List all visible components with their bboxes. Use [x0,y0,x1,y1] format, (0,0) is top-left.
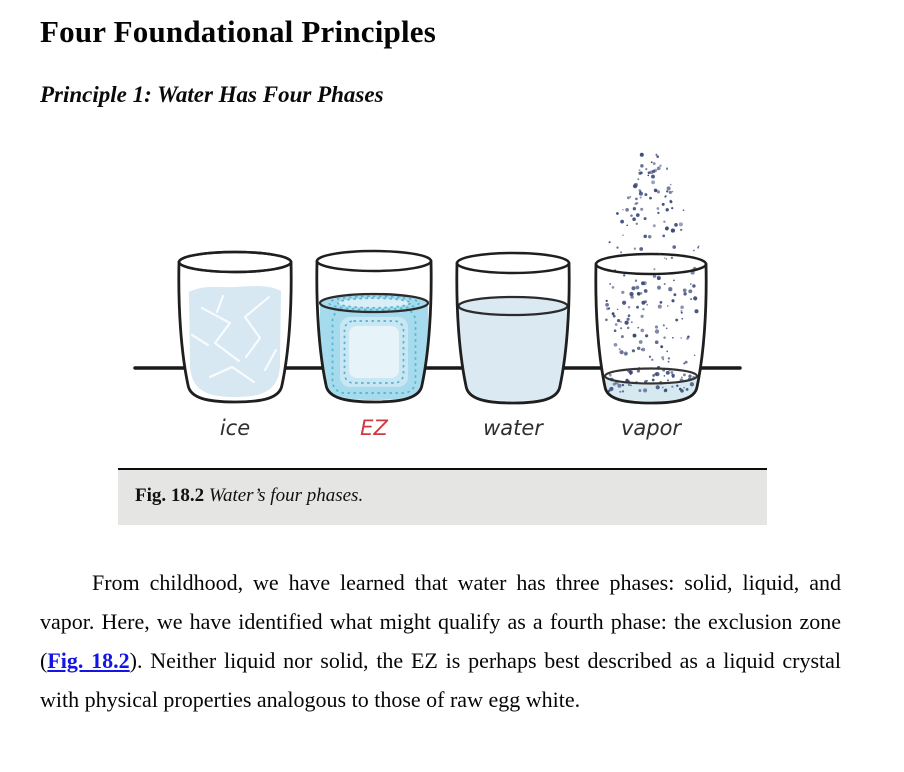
figure-illustration [118,145,767,455]
paragraph-text-before: From childhood, we have learned that water has three phases: solid, liquid, and vapor. Here, we have identified what might qualify as a fourth phase: the exclusion zone ( [40,570,841,673]
paragraph-text-after: ). Neither liquid nor solid, the EZ is perhaps best described as a liquid crystal with physical properties analogous to those of raw egg white. [40,648,841,712]
glass-water [457,253,569,403]
glass-ice [179,252,291,402]
section-heading: Principle 1: Water Has Four Phases [40,82,384,107]
figure-link[interactable]: Fig. 18.2 [47,648,130,673]
label-ice: ice [219,416,251,440]
water-surface [459,297,568,315]
caption-label: Fig. 18.2 [135,485,205,506]
body-paragraph [40,563,841,719]
water-fill [459,306,567,401]
ez-core-layer [349,326,399,378]
vapor-plume-dots [609,153,700,260]
label-water: water [483,416,543,440]
label-vapor: vapor [620,416,682,440]
figure-caption [118,468,767,525]
page-title: Four Foundational Principles [40,14,437,49]
label-ez: EZ [360,416,388,440]
glass-ez [317,251,431,402]
four-phases-drawing [118,145,767,455]
caption-text: Water’s four phases. [208,485,364,506]
glass-vapor [596,153,706,403]
